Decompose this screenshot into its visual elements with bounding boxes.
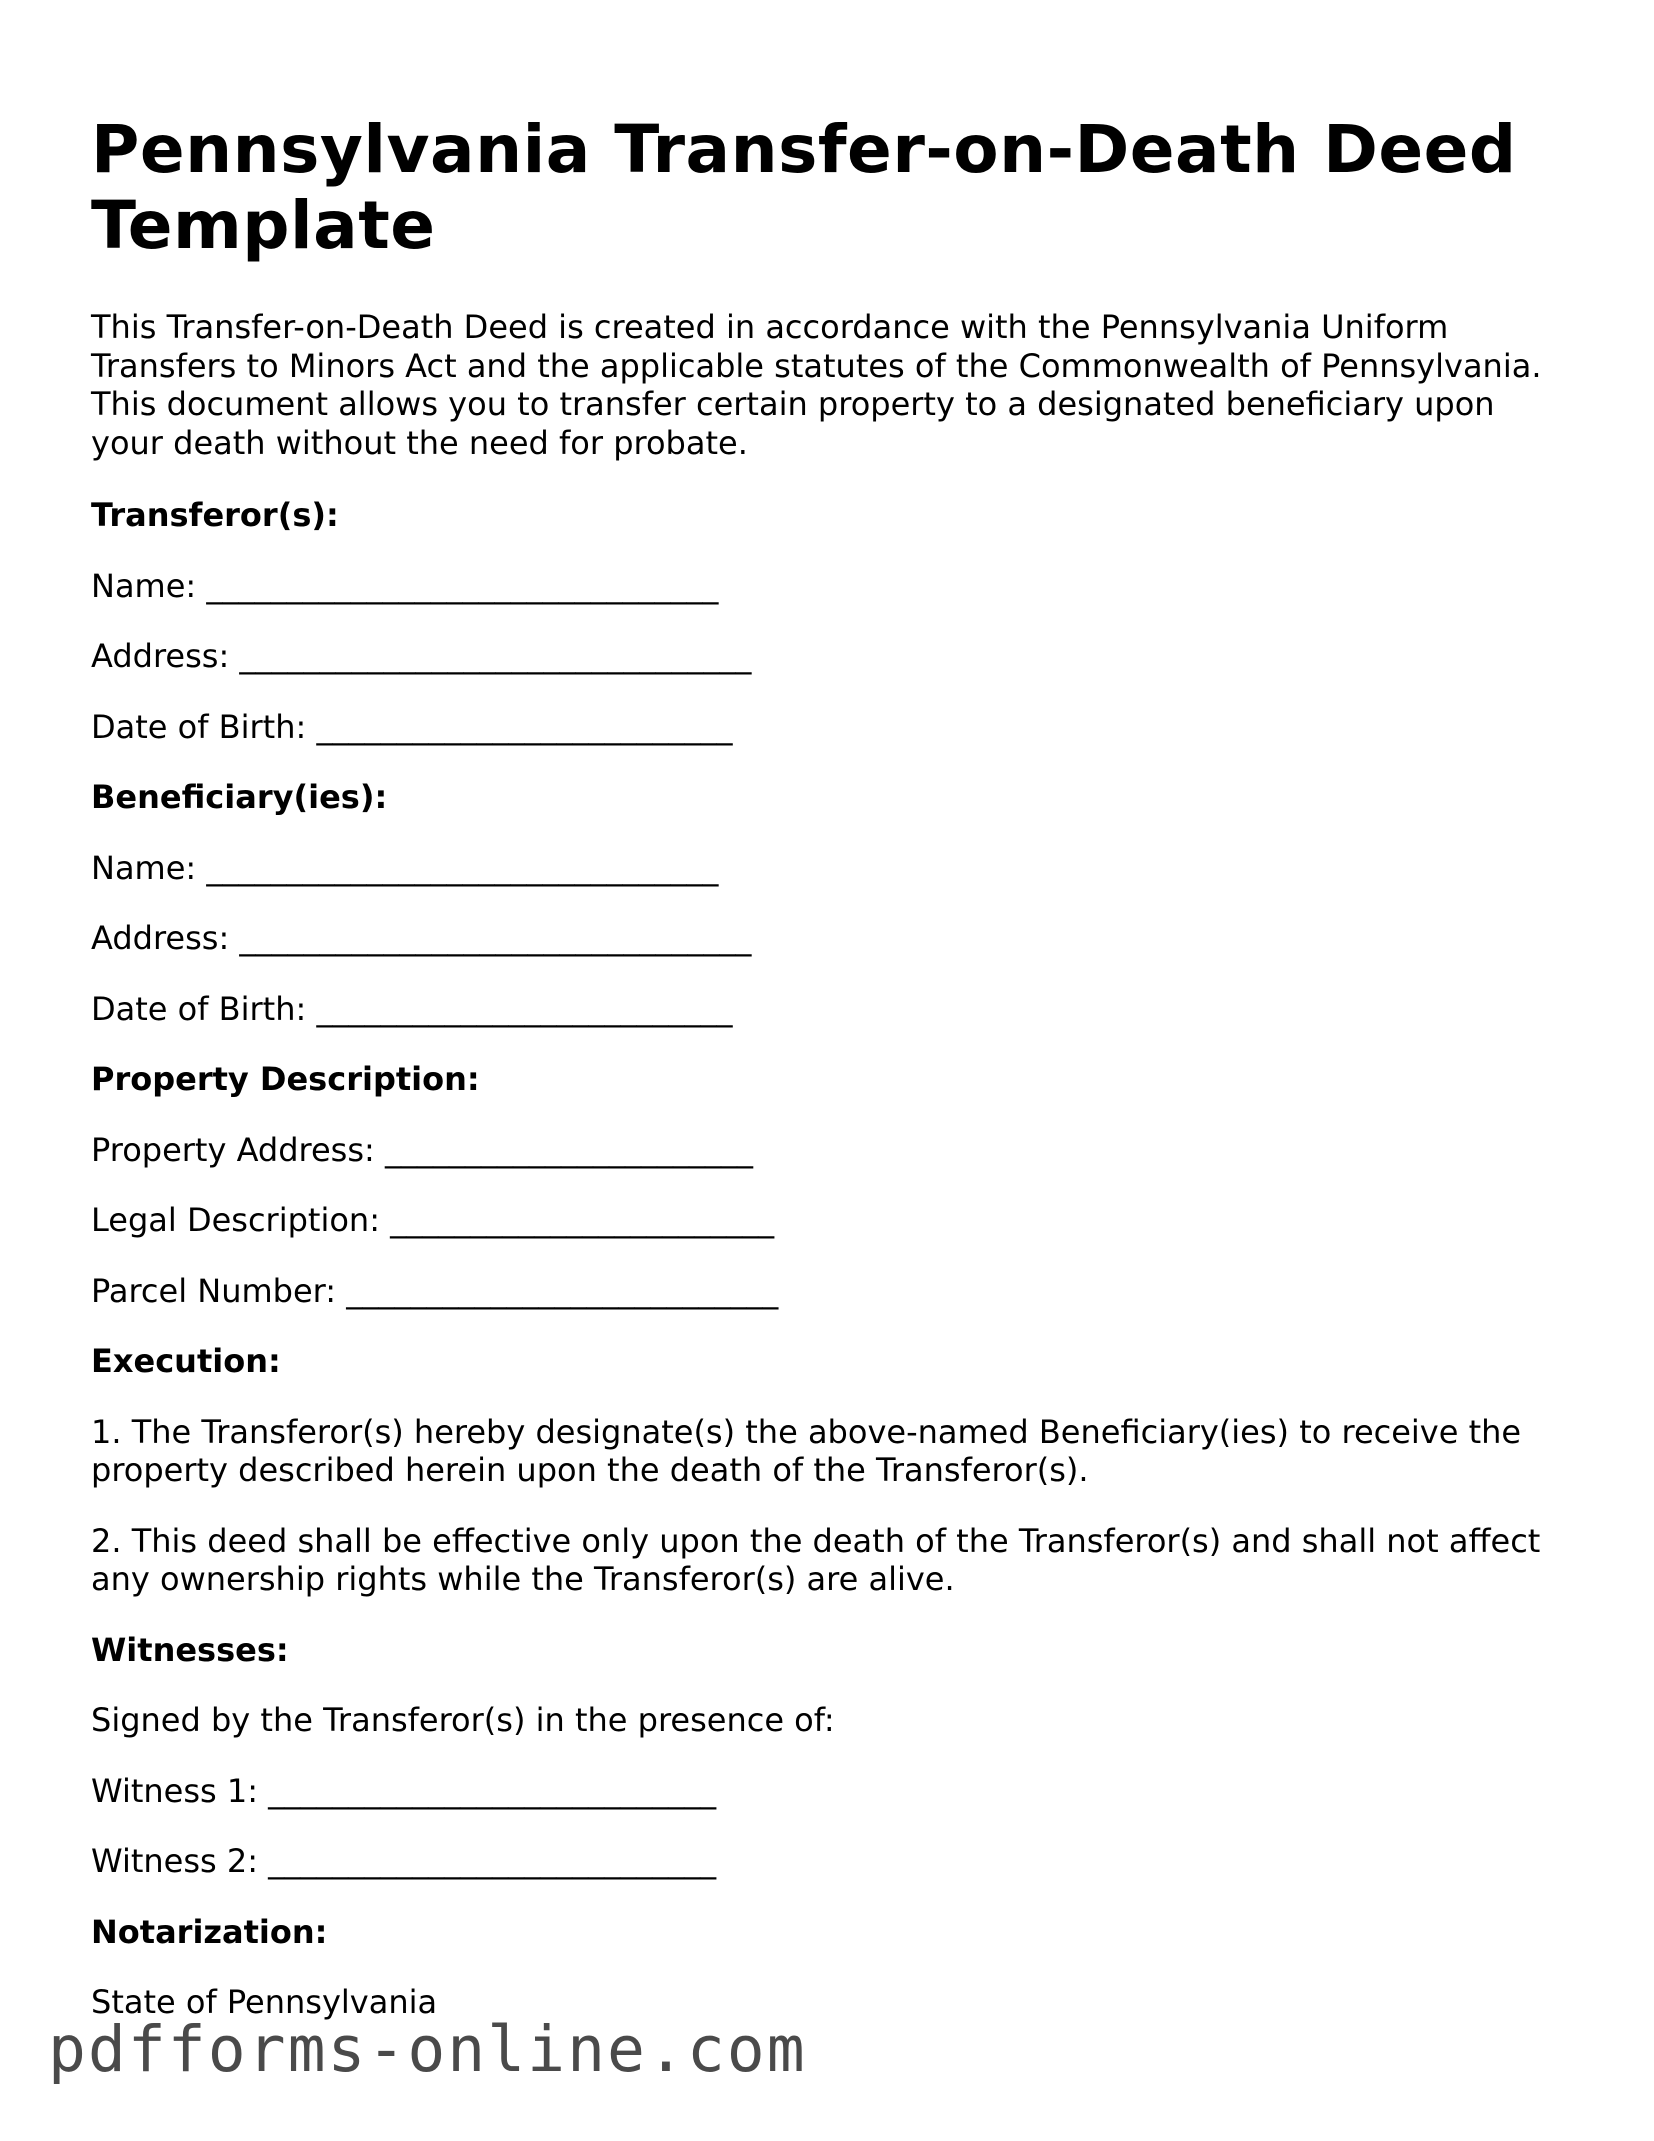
property-legal-field: Legal Description: ________________________ <box>91 1201 775 1239</box>
execution-item-2: 2. This deed shall be effective only upon the death of the Transferor(s) and shall not affect any ownership rights while the Transferor(s) are alive. <box>91 1521 1541 1598</box>
witness-1-field: Witness 1: ____________________________ <box>91 1771 717 1810</box>
property-parcel-field: Parcel Number: ___________________________ <box>91 1271 779 1310</box>
execution-heading: Execution: <box>91 1342 281 1380</box>
document-page <box>91 112 1571 2054</box>
execution-item-1: 1. The Transferor(s) hereby designate(s) the above-named Beneficiary(ies) to receive the property described herein upon the death of the Transferor(s). <box>91 1412 1522 1489</box>
beneficiary-name-field: Name: ________________________________ <box>91 848 719 887</box>
notarization-state: State of Pennsylvania <box>91 1983 438 2021</box>
document-title: Pennsylvania Transfer-on-Death Deed Template <box>91 111 1517 264</box>
beneficiary-dob-field: Date of Birth: __________________________ <box>91 989 733 1028</box>
witness-2-field: Witness 2: ____________________________ <box>91 1842 717 1880</box>
notarization-heading: Notarization: <box>91 1912 328 1951</box>
property-heading: Property Description: <box>91 1060 480 1098</box>
beneficiary-heading: Beneficiary(ies): <box>91 778 388 816</box>
intro-paragraph: This Transfer-on-Death Deed is created in accordance with the Pennsylvania Uniform Transfers to Minors Act and the applicable statutes of the Commonwealth of Pennsylvania. This document allows you to transfer certain property to a designated beneficiary upon your death without the need for probate. <box>91 308 1542 462</box>
transferor-heading: Transferor(s): <box>91 496 339 534</box>
transferor-name-field: Name: ________________________________ <box>91 566 719 605</box>
property-address-field: Property Address: _______________________ <box>91 1130 753 1169</box>
watermark: pdfforms-online.com <box>48 2013 807 2086</box>
transferor-dob-field: Date of Birth: __________________________ <box>91 707 733 746</box>
transferor-address-field: Address: ________________________________ <box>91 637 752 675</box>
witnesses-intro: Signed by the Transferor(s) in the presence of: <box>91 1701 835 1739</box>
beneficiary-address-field: Address: ________________________________ <box>91 919 752 957</box>
witnesses-heading: Witnesses: <box>91 1630 289 1669</box>
